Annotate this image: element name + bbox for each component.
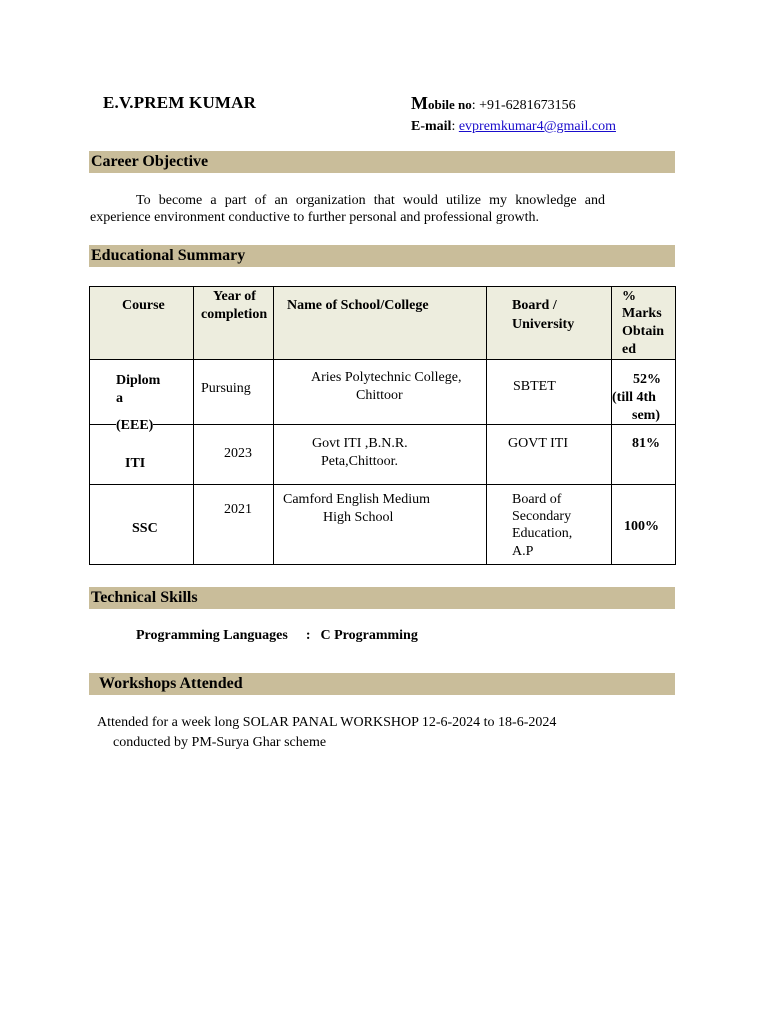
email-sep: : [451,119,459,134]
workshop-line-1: Attended for a week long SOLAR PANAL WORKSHOP 12-6-2024 to 18-6-2024 [97,715,557,730]
cell-year: 2023 [194,425,274,485]
mobile-line [411,93,616,116]
skill-label: Programming Languages [136,628,288,643]
contact-block [411,93,616,137]
mobile-label-initial: M [411,93,428,113]
education-table [89,286,676,565]
table-header-row [90,287,676,360]
cell-year: 2021 [194,485,274,565]
candidate-name: E.V.PREM KUMAR [103,93,257,112]
table-row [90,425,676,485]
cell-marks: 81% [612,425,676,485]
email-label: E-mail [411,119,452,134]
cell-course: SSC [90,485,194,565]
cell-school: Govt ITI ,B.N.R. Peta,Chittoor. [274,425,487,485]
cell-marks: 100% [612,485,676,565]
cell-board: GOVT ITI [487,425,612,485]
career-objective-heading: Career Objective [89,151,675,173]
cell-board: SBTET [487,360,612,425]
header-marks: % Marks Obtain ed [612,287,676,360]
cell-board: Board of Secondary Education, A.P [487,485,612,565]
workshop-line-2: conducted by PM-Surya Ghar scheme [113,735,327,750]
header-year: Year of completion [194,287,274,360]
header-course: Course [90,287,194,360]
skills-line [136,628,418,644]
cell-school: Aries Polytechnic College, Chittoor [274,360,487,425]
email-line [411,116,616,137]
email-link[interactable]: evpremkumar4@gmail.com [458,119,616,134]
mobile-label-rest: obile no [428,97,472,112]
cell-marks: 52% (till 4th sem) [612,360,676,425]
cell-year: Pursuing [194,360,274,425]
cell-course: Diplom a (EEE) [90,360,194,425]
table-row [90,485,676,565]
table-row [90,360,676,425]
cell-school: Camford English Medium High School [274,485,487,565]
header-board: Board / University [487,287,612,360]
workshops-heading: Workshops Attended [89,673,675,695]
educational-summary-heading: Educational Summary [89,245,675,267]
mobile-value: : +91-6281673156 [471,98,576,113]
skill-value: C Programming [320,628,418,643]
workshop-item [90,713,556,753]
skill-sep: : [305,628,311,643]
career-objective-text: To become a part of an organization that would utilize my knowledge and experience environment conductive to further personal and professional growth. [90,193,605,225]
header-school: Name of School/College [274,287,487,360]
technical-skills-heading: Technical Skills [89,587,675,609]
cell-course: ITI [90,425,194,485]
